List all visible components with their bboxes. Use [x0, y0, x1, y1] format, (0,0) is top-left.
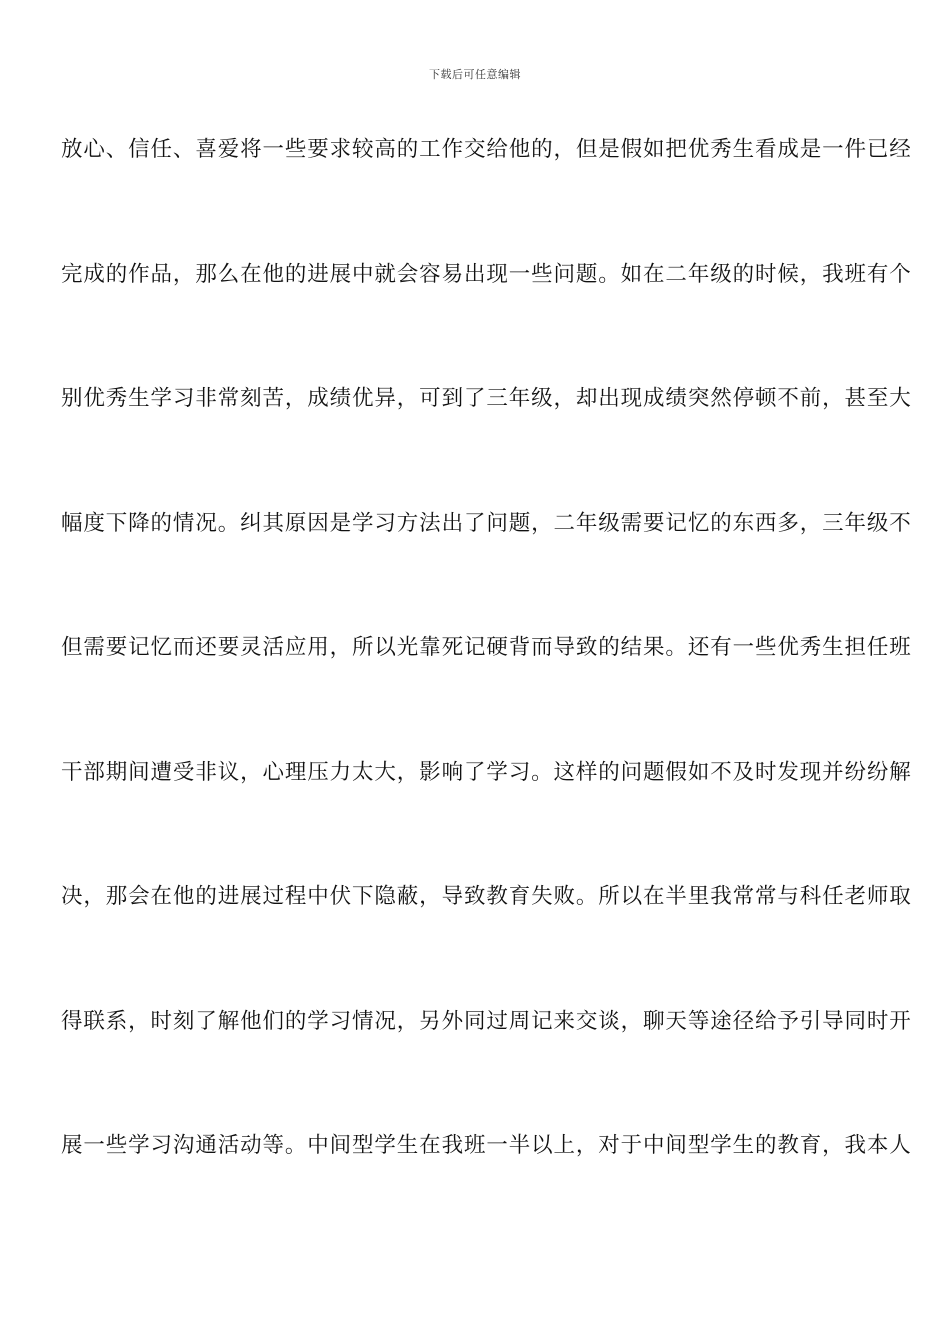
- body-text: [61, 130, 911, 1251]
- text-line: 但需要记忆而还要灵活应用，所以光靠死记硬背而导致的结果。还有一些优秀生担任班: [61, 635, 911, 660]
- text-line: 得联系，时刻了解他们的学习情况，另外同过周记来交谈，聊天等途径给予引导同时开: [61, 1008, 911, 1034]
- text-line: 别优秀生学习非常刻苦，成绩优异，可到了三年级，却出现成绩突然停顿不前，甚至大: [61, 386, 911, 411]
- text-line: 幅度下降的情况。纠其原因是学习方法出了问题，二年级需要记忆的东西多，三年级不: [61, 510, 911, 536]
- text-line: 展一些学习沟通活动等。中间型学生在我班一半以上，对于中间型学生的教育，我本人: [61, 1133, 911, 1158]
- text-line: 放心、信任、喜爱将一些要求较高的工作交给他的，但是假如把优秀生看成是一件已经: [61, 137, 911, 162]
- header-note: 下载后可任意编辑: [429, 68, 521, 81]
- text-line: 决，那会在他的进展过程中伏下隐蔽，导致教育失败。所以在半里我常常与科任老师取: [61, 884, 911, 909]
- text-line: 干部期间遭受非议，心理压力太大，影响了学习。这样的问题假如不及时发现并纷纷解: [61, 759, 911, 785]
- text-line: 完成的作品，那么在他的进展中就会容易出现一些问题。如在二年级的时候，我班有个: [61, 261, 911, 287]
